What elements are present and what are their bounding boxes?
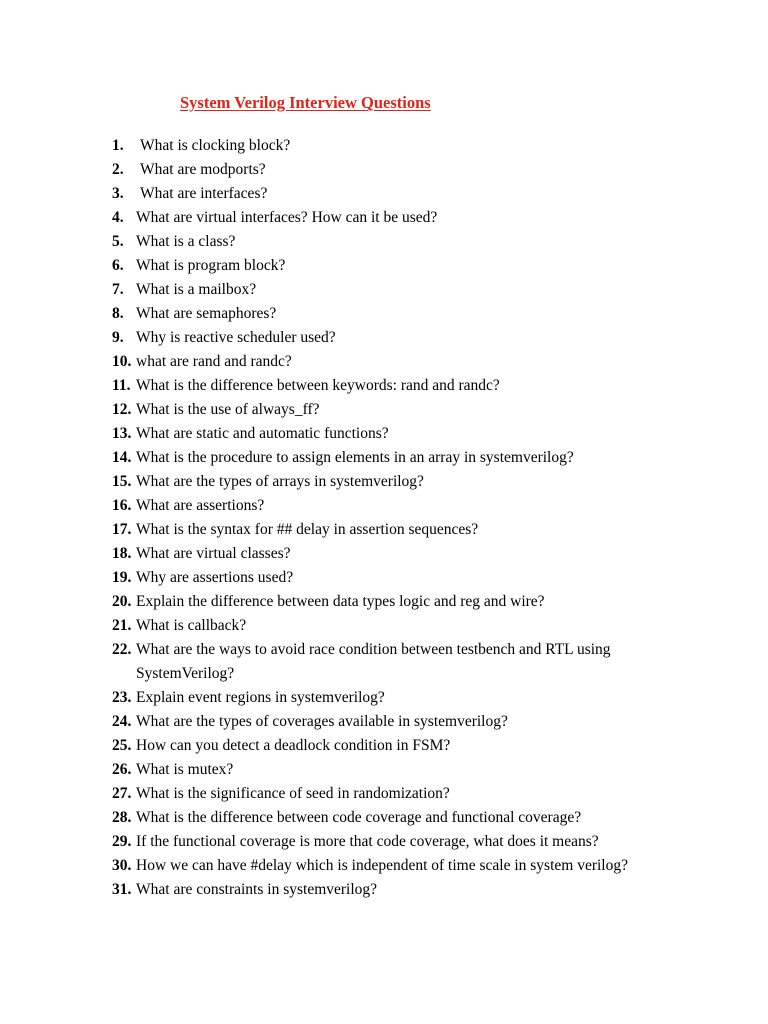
question-item [112,206,712,230]
question-text: What is clocking block? [140,137,291,154]
question-number: 3. [112,185,124,202]
question-text: What are virtual interfaces? How can it be used? [136,209,438,226]
question-number: 4. [112,209,124,226]
question-number: 26. [112,761,132,778]
question-number: 30. [112,857,132,874]
question-item [112,590,712,614]
question-number: 20. [112,593,132,610]
question-number: 7. [112,281,124,298]
question-number: 21. [112,617,132,634]
question-item [112,638,712,686]
question-text: What are the types of arrays in systemverilog? [136,473,424,490]
question-item [112,518,712,542]
question-text: What is the difference between code coverage and functional coverage? [136,809,582,826]
question-item [112,542,712,566]
question-item [112,158,712,182]
question-number: 25. [112,737,132,754]
question-text: What is a class? [136,233,236,250]
question-number: 9. [112,329,124,346]
question-item [112,806,712,830]
question-number: 18. [112,545,132,562]
question-number: 24. [112,713,132,730]
question-item [112,494,712,518]
question-number: 17. [112,521,132,538]
question-item [112,830,712,854]
question-number: 28. [112,809,132,826]
question-item [112,422,712,446]
question-item [112,734,712,758]
question-text: Why are assertions used? [136,569,294,586]
question-text: What are the types of coverages available in systemverilog? [136,713,508,730]
question-text: What is the significance of seed in randomization? [136,785,450,802]
question-item [112,566,712,590]
question-text: What is the syntax for ## delay in assertion sequences? [136,521,479,538]
question-number: 31. [112,881,132,898]
question-number: 6. [112,257,124,274]
question-text: What are virtual classes? [136,545,291,562]
question-item [112,302,712,326]
question-text: What are assertions? [136,497,265,514]
question-number: 29. [112,833,132,850]
question-text: What are the ways to avoid race condition between testbench and RTL using SystemVerilog? [136,641,611,682]
question-item [112,278,712,302]
question-text: How can you detect a deadlock condition in FSM? [136,737,451,754]
question-item [112,326,712,350]
question-text: What are semaphores? [136,305,277,322]
question-item [112,398,712,422]
question-item [112,710,712,734]
question-text: Why is reactive scheduler used? [136,329,336,346]
question-item [112,254,712,278]
question-item [112,134,712,158]
question-item [112,182,712,206]
question-number: 13. [112,425,132,442]
question-number: 15. [112,473,132,490]
question-number: 16. [112,497,132,514]
question-item [112,350,712,374]
question-number: 2. [112,161,124,178]
question-item [112,446,712,470]
question-number: 27. [112,785,132,802]
question-text: Explain the difference between data types logic and reg and wire? [136,593,545,610]
question-text: what are rand and randc? [136,353,292,370]
question-number: 22. [112,641,132,658]
question-number: 12. [112,401,132,418]
question-text: What is program block? [136,257,286,274]
question-number: 8. [112,305,124,322]
question-text: What is callback? [136,617,247,634]
question-item [112,374,712,398]
question-text: What are static and automatic functions? [136,425,389,442]
question-list [112,134,712,902]
question-text: What are interfaces? [140,185,268,202]
question-item [112,470,712,494]
question-text: What is the use of always_ff? [136,401,320,418]
question-text: What is the procedure to assign elements in an array in systemverilog? [136,449,574,466]
question-number: 5. [112,233,124,250]
question-text: What is a mailbox? [136,281,257,298]
question-item [112,782,712,806]
question-item [112,686,712,710]
question-text: What are constraints in systemverilog? [136,881,378,898]
question-number: 19. [112,569,132,586]
question-text: How we can have #delay which is independent of time scale in system verilog? [136,857,628,874]
question-item [112,854,712,878]
question-number: 1. [112,137,124,154]
question-item [112,878,712,902]
question-number: 10. [112,353,132,370]
question-text: What are modports? [140,161,266,178]
question-number: 23. [112,689,132,706]
question-text: If the functional coverage is more that code coverage, what does it means? [136,833,599,850]
question-item [112,614,712,638]
question-text: What is the difference between keywords: rand and randc? [136,377,500,394]
question-text: Explain event regions in systemverilog? [136,689,385,706]
question-item [112,230,712,254]
question-number: 14. [112,449,132,466]
document-title: System Verilog Interview Questions [180,93,431,112]
question-item [112,758,712,782]
question-text: What is mutex? [136,761,234,778]
question-number: 11. [112,377,131,394]
